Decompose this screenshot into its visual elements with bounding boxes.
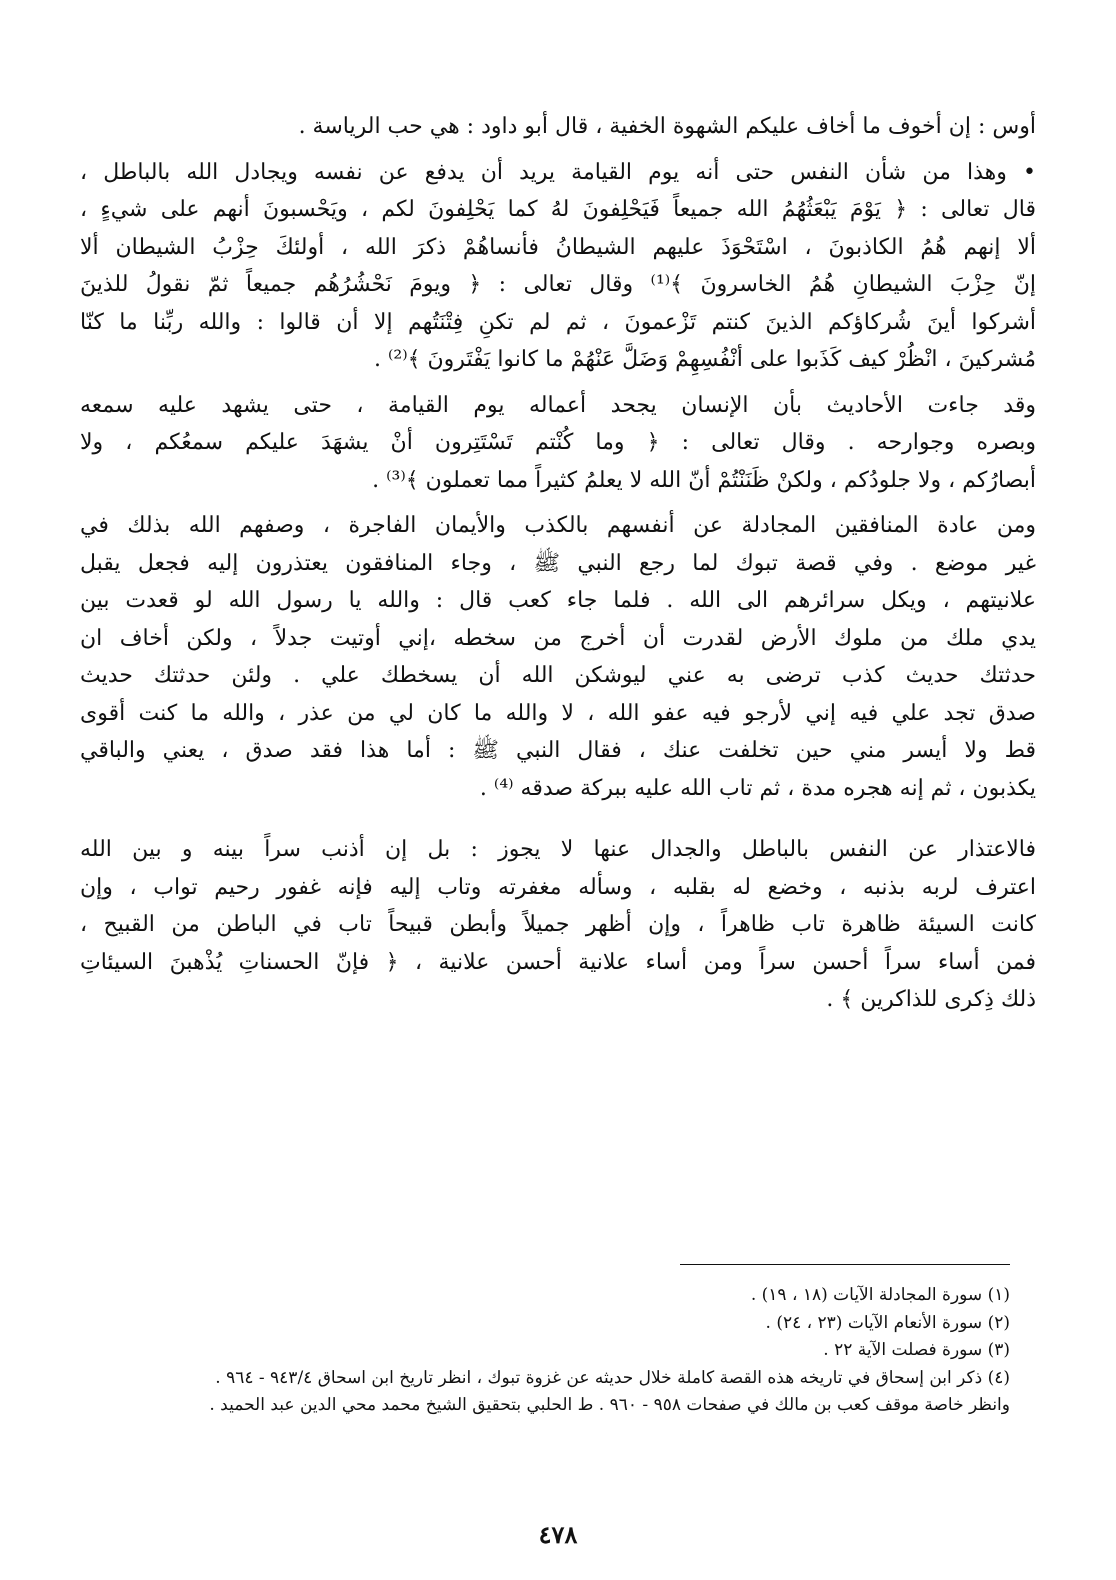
text-line: كانت السيئة ظاهرة تاب ظاهراً ، وإن أظهر جميلاً وأبطن قبيحاً تاب في الباطن من القبيح ، bbox=[80, 912, 1036, 937]
text-line: • وهذا من شأن النفس حتى أنه يوم القيامة يريد أن يدفع عن نفسه ويجادل الله بالباطل ، bbox=[80, 159, 1036, 185]
paragraph-3 bbox=[80, 387, 1036, 500]
text-line: صدق تجد علي فيه إني لأرجو فيه عفو الله ، لا والله ما كان لي من عذر ، والله ما كنت أقوى bbox=[80, 700, 1036, 726]
paragraph-1 bbox=[80, 108, 1036, 146]
text-line: ذلك ذِكرى للذاكرين ﴾ . bbox=[826, 987, 1036, 1012]
text-line: وقد جاءت الأحاديث بأن الإنسان يجحد أعماله يوم القيامة ، حتى يشهد عليه سمعه bbox=[80, 392, 1036, 418]
paragraph-2 bbox=[80, 154, 1036, 379]
text-line: ألا إنهم هُمُ الكاذبونَ ، اسْتَحْوَذَ عليهم الشيطانُ فأنساهُمْ ذكرَ الله ، أولئكَ حِزْبُ الشيطان ألا bbox=[80, 234, 1036, 260]
text-line: أوس : إن أخوف ما أخاف عليكم الشهوة الخفية ، قال أبو داود : هي حب الرياسة . bbox=[298, 114, 1036, 139]
text-line: إنّ حِزْبَ الشيطانِ هُمُ الخاسرونَ ﴾⁽¹⁾ وقال تعالى : ﴿ ويومَ نَحْشُرُهُم جميعاً ثمّ نقولُ للذينَ bbox=[80, 272, 1036, 297]
text-line: حدثتك حديث كذب ترضى به عني ليوشكن الله أن يسخطك علي . ولئن حدثتك حديث bbox=[80, 663, 1036, 688]
text-line: أبصارُكم ، ولا جلودُكم ، ولكنْ ظَنَنْتُمْ أنّ الله لا يعلمُ كثيراً مما تعملون ﴾⁽³⁾ . bbox=[372, 467, 1036, 493]
footnote-4-continued: وانظر خاصة موقف كعب بن مالك في صفحات ٩٥٨ - ٩٦٠ . ط الحلبي بتحقيق الشيخ محمد محي الدين عبد الحميد . bbox=[209, 1395, 1010, 1415]
footnote-2: (٢) سورة الأنعام الآيات (٢٣ ، ٢٤) . bbox=[765, 1312, 1010, 1333]
text-line: قال تعالى : ﴿ يَوْمَ يَبْعَثُهُمُ الله جميعاً فَيَحْلِفونَ لهُ كما يَحْلِفونَ لكم ، ويَحْسبونَ أنهم على شيءٍ ، bbox=[80, 197, 1036, 222]
footnote-4: (٤) ذكر ابن إسحاق في تاريخه هذه القصة كاملة خلال حديثه عن غزوة تبوك ، انظر تاريخ ابن اسحاق ٩٤٣/٤ - ٩٦٤ . bbox=[215, 1367, 1010, 1388]
page-number: ٤٧٨ bbox=[538, 1520, 578, 1549]
text-line: مُشركينَ ، انْظُرْ كيف كَذَبوا على أنْفُسِهِمْ وَضَلَّ عَنْهُمْ ما كانوا يَفْتَرونَ ﴾⁽²⁾ . bbox=[374, 347, 1036, 372]
footnote-3: (٣) سورة فصلت الآية ٢٢ . bbox=[823, 1340, 1010, 1360]
text-line: قط ولا أيسر مني حين تخلفت عنك ، فقال النبي ﷺ : أما هذا فقد صدق ، يعني والباقي bbox=[80, 738, 1036, 763]
text-line: فمن أساء سراً أحسن سراً ومن أساء علانية أحسن علانية ، ﴿ فإنّ الحسناتِ يُذْهبنَ السيئاتِ bbox=[80, 949, 1036, 975]
text-line: فالاعتذار عن النفس بالباطل والجدال عنها لا يجوز : بل إن أذنب سراً بينه و بين الله bbox=[80, 837, 1036, 862]
text-line: اعترف لربه بذنبه ، وخضع له بقلبه ، وسأله مغفرته وتاب إليه فإنه غفور رحيم تواب ، وإن bbox=[80, 874, 1036, 900]
text-line: وبصره وجوارحه . وقال تعالى : ﴿ وما كُنْتم تَسْتَتِرون أنْ يشهَدَ عليكم سمعُكم ، ولا bbox=[80, 430, 1036, 455]
text-line: ومن عادة المنافقين المجادلة عن أنفسهم بالكذب والأيمان الفاجرة ، وصفهم الله بذلك في bbox=[80, 513, 1036, 538]
footnote-divider bbox=[680, 1264, 1010, 1265]
text-line: علانيتهم ، ويكل سرائرهم الى الله . فلما جاء كعب قال : والله يا رسول الله لو قعدت بين bbox=[80, 588, 1036, 613]
text-line: غير موضع . وفي قصة تبوك لما رجع النبي ﷺ ، وجاء المنافقون يعتذرون إليه فجعل يقبل bbox=[80, 550, 1036, 576]
text-line: يدي ملك من ملوك الأرض لقدرت أن أخرج من سخطه ،إني أوتيت جدلاً ، ولكن أخاف ان bbox=[80, 625, 1036, 651]
footnote-1: (١) سورة المجادلة الآيات (١٨ ، ١٩) . bbox=[750, 1285, 1010, 1305]
main-text bbox=[80, 108, 1036, 1019]
paragraph-4 bbox=[80, 507, 1036, 807]
paragraph-5 bbox=[80, 831, 1036, 1019]
text-line: يكذبون ، ثم إنه هجره مدة ، ثم تاب الله عليه ببركة صدقه ⁽⁴⁾ . bbox=[479, 775, 1036, 801]
text-line: أشركوا أينَ شُركاؤكم الذينَ كنتم تَزْعمونَ ، ثم لم تكنِ فِتْنَتُهم إلا أن قالوا : والله ربِّنا ما كنّا bbox=[80, 309, 1036, 335]
footnotes bbox=[96, 1282, 1010, 1420]
